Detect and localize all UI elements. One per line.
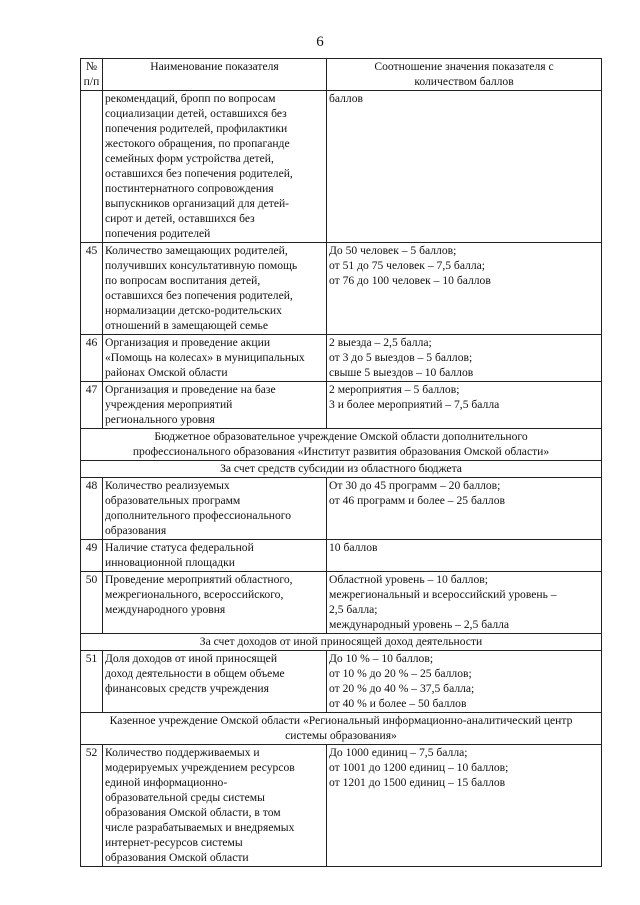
- indicator-name-line: Наличие статуса федеральной: [105, 541, 254, 554]
- table-row: [81, 91, 602, 243]
- indicator-name-line: Количество поддерживаемых и: [105, 746, 260, 759]
- indicator-name-line: числе разрабатываемых и внедряемых: [105, 821, 295, 834]
- row-number: 51: [81, 651, 103, 713]
- indicator-name: [103, 478, 327, 540]
- indicator-name-line: учреждения мероприятий: [105, 398, 233, 411]
- score-ratio: [327, 382, 602, 429]
- section-line: За счет средств субсидии из областного бюджета: [220, 462, 462, 475]
- section-line: профессионального образования «Институт развития образования Омской области»: [132, 445, 550, 458]
- section-title: [81, 634, 602, 651]
- score-ratio-line: баллов: [329, 92, 363, 105]
- indicator-name-line: Количество реализуемых: [105, 479, 230, 492]
- indicator-name-line: межрегионального, всероссийского,: [105, 588, 284, 601]
- indicator-name-line: доход деятельности в общем объеме: [105, 667, 285, 680]
- score-ratio-line: До 50 человек – 5 баллов;: [329, 244, 457, 257]
- indicator-name-line: образования: [105, 524, 167, 537]
- header-line: количеством баллов: [414, 75, 514, 88]
- section-line: системы образования»: [285, 729, 397, 742]
- indicator-name-line: сирот и детей, оставшихся без: [105, 212, 255, 225]
- indicator-name: [103, 572, 327, 634]
- header-line: №: [85, 60, 98, 73]
- row-number: 46: [81, 335, 103, 382]
- page-number: 6: [316, 34, 324, 50]
- row-number: 47: [81, 382, 103, 429]
- table-row: [81, 382, 602, 429]
- score-ratio-line: До 10 % – 10 баллов;: [329, 652, 434, 665]
- header-ratio: [327, 59, 602, 91]
- header-line: Наименование показателя: [150, 60, 279, 73]
- score-ratio: [327, 745, 602, 867]
- score-ratio-line: 2 выезда – 2,5 балла;: [329, 336, 432, 349]
- indicator-name-line: попечения родителей, профилактики: [105, 122, 288, 135]
- row-number: 48: [81, 478, 103, 540]
- indicator-name: [103, 91, 327, 243]
- indicator-name-line: дополнительного профессионального: [105, 509, 292, 522]
- indicator-name-line: единой информационно-: [105, 776, 228, 789]
- score-ratio: [327, 91, 602, 243]
- table-body: [81, 91, 602, 867]
- indicator-name-line: районах Омской области: [105, 366, 228, 379]
- indicator-name: [103, 382, 327, 429]
- indicator-name-line: инновационной площадки: [105, 556, 235, 569]
- table-row: [81, 478, 602, 540]
- indicator-name-line: нормализации детско-родительских: [105, 304, 282, 317]
- score-ratio-line: 2 мероприятия – 5 баллов;: [329, 383, 460, 396]
- table-row: [81, 572, 602, 634]
- score-ratio-line: Областной уровень – 10 баллов;: [329, 573, 488, 586]
- indicator-name-line: оставшихся без попечения родителей,: [105, 289, 293, 302]
- indicator-name-line: социализации детей, оставшихся без: [105, 107, 287, 120]
- indicator-name-line: международного уровня: [105, 603, 226, 616]
- section-row: [81, 429, 602, 461]
- indicator-name-line: семейных форм устройства детей,: [105, 152, 274, 165]
- score-ratio: [327, 540, 602, 572]
- section-title: [81, 461, 602, 478]
- indicator-name-line: интернет-ресурсов системы: [105, 836, 243, 849]
- score-ratio-line: международный уровень – 2,5 балла: [329, 618, 510, 631]
- indicator-name-line: Доля доходов от иной приносящей: [105, 652, 278, 665]
- score-ratio-line: от 40 % и более – 50 баллов: [329, 697, 467, 710]
- row-number: 45: [81, 243, 103, 335]
- table-row: [81, 335, 602, 382]
- indicator-name-line: финансовых средств учреждения: [105, 682, 269, 695]
- table-row: [81, 540, 602, 572]
- table-row: [81, 243, 602, 335]
- indicator-name-line: постинтернатного сопровождения: [105, 182, 274, 195]
- table-row: [81, 745, 602, 867]
- indicator-name-line: оставшихся без попечения родителей,: [105, 167, 293, 180]
- indicator-name-line: выпускников организаций для детей-: [105, 197, 290, 210]
- indicator-name: [103, 651, 327, 713]
- indicator-name: [103, 540, 327, 572]
- indicator-name-line: получивших консультативную помощь: [105, 259, 298, 272]
- score-ratio-line: от 3 до 5 выездов – 5 баллов;: [329, 351, 473, 364]
- score-ratio: [327, 335, 602, 382]
- score-ratio-line: 3 и более мероприятий – 7,5 балла: [329, 398, 500, 411]
- score-ratio-line: свыше 5 выездов – 10 баллов: [329, 366, 474, 379]
- indicator-name-line: Организация и проведение акции: [105, 336, 271, 349]
- section-line: За счет доходов от иной приносящей доход деятельности: [199, 635, 483, 648]
- score-ratio-line: от 1201 до 1500 единиц – 15 баллов: [329, 776, 506, 789]
- indicator-name-line: по вопросам воспитания детей,: [105, 274, 261, 287]
- indicator-name: [103, 335, 327, 382]
- indicator-name-line: регионального уровня: [105, 413, 215, 426]
- indicator-name-line: «Помощь на колесах» в муниципальных: [105, 351, 305, 364]
- header-line: п/п: [83, 75, 100, 88]
- indicator-table: [80, 58, 602, 867]
- table-row: [81, 651, 602, 713]
- section-title: [81, 713, 602, 745]
- section-row: [81, 634, 602, 651]
- indicator-name-line: Организация и проведение на базе: [105, 383, 276, 396]
- score-ratio-line: от 1001 до 1200 единиц – 10 баллов;: [329, 761, 509, 774]
- score-ratio-line: До 1000 единиц – 7,5 балла;: [329, 746, 468, 759]
- score-ratio: [327, 572, 602, 634]
- indicator-name-line: Количество замещающих родителей,: [105, 244, 288, 257]
- section-line: Казенное учреждение Омской области «Региональный информационно-аналитический центр: [109, 714, 573, 727]
- header-num: [81, 59, 103, 91]
- row-number: 50: [81, 572, 103, 634]
- indicator-name-line: жестокого обращения, по пропаганде: [105, 137, 290, 150]
- row-number: 49: [81, 540, 103, 572]
- score-ratio-line: межрегиональный и всероссийский уровень –: [329, 588, 557, 601]
- score-ratio: [327, 651, 602, 713]
- score-ratio-line: От 30 до 45 программ – 20 баллов;: [329, 479, 501, 492]
- score-ratio-line: от 10 % до 20 % – 25 баллов;: [329, 667, 472, 680]
- score-ratio: [327, 478, 602, 540]
- score-ratio-line: 2,5 балла;: [329, 603, 378, 616]
- indicator-name: [103, 243, 327, 335]
- table-header-row: [81, 59, 602, 91]
- indicator-name-line: модерируемых учреждением ресурсов: [105, 761, 295, 774]
- row-number: [81, 91, 103, 243]
- indicator-name-line: образования Омской области, в том: [105, 806, 281, 819]
- section-line: Бюджетное образовательное учреждение Омской области дополнительного: [154, 430, 528, 443]
- section-row: [81, 713, 602, 745]
- indicator-name: [103, 745, 327, 867]
- indicator-name-line: отношений в замещающей семье: [105, 319, 268, 332]
- score-ratio-line: от 46 программ и более – 25 баллов: [329, 494, 505, 507]
- score-ratio-line: от 76 до 100 человек – 10 баллов: [329, 274, 491, 287]
- section-title: [81, 429, 602, 461]
- row-number: 52: [81, 745, 103, 867]
- indicator-name-line: Проведение мероприятий областного,: [105, 573, 293, 586]
- header-name: [103, 59, 327, 91]
- indicator-name-line: образовательных программ: [105, 494, 241, 507]
- score-ratio-line: 10 баллов: [329, 541, 378, 554]
- score-ratio-line: от 20 % до 40 % – 37,5 балла;: [329, 682, 475, 695]
- score-ratio-line: от 51 до 75 человек – 7,5 балла;: [329, 259, 486, 272]
- indicator-name-line: образования Омской области: [105, 851, 249, 864]
- score-ratio: [327, 243, 602, 335]
- indicator-name-line: образовательной среды системы: [105, 791, 265, 804]
- header-line: Соотношение значения показателя с: [374, 60, 554, 73]
- indicator-name-line: рекомендаций, бропп по вопросам: [105, 92, 276, 105]
- indicator-name-line: попечения родителей: [105, 227, 211, 240]
- section-row: [81, 461, 602, 478]
